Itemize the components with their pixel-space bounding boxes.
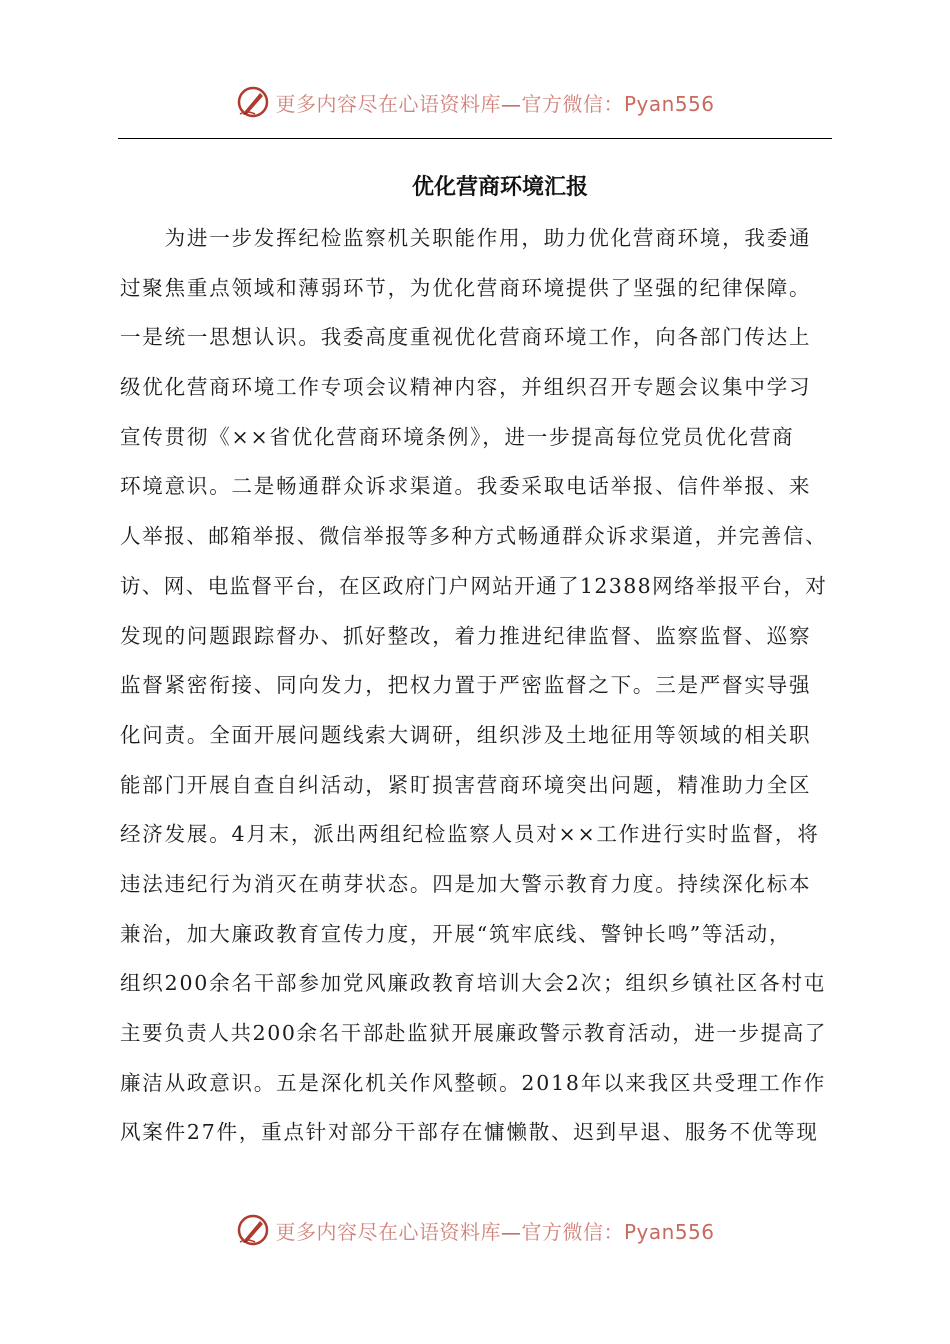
body-line: 兼治，加大廉政教育宣传力度，开展“筑牢底线、警钟长鸣”等活动， — [120, 921, 792, 946]
header-divider — [118, 138, 832, 139]
body-line: 环境意识。二是畅通群众诉求渠道。我委采取电话举报、信件举报、来 — [120, 474, 812, 499]
banner-text — [275, 1216, 714, 1245]
footer-banner — [0, 1210, 950, 1250]
banner-main-text: 更多内容尽在心语资料库 — [275, 1219, 501, 1244]
body-line: 违法违纪行为消灭在萌芽状态。四是加大警示教育力度。持续深化标本 — [120, 871, 812, 896]
body-line: 人举报、邮箱举报、微信举报等多种方式畅通群众诉求渠道，并完善信、 — [120, 524, 828, 549]
banner-main-text: 更多内容尽在心语资料库 — [275, 91, 501, 116]
banner-text — [275, 88, 714, 117]
banner-separator: — — [500, 91, 522, 116]
pen-circle-logo-icon — [235, 1212, 271, 1248]
body-line: 为进一步发挥纪检监察机关职能作用，助力优化营商环境，我委通 — [120, 226, 812, 250]
document-body — [120, 222, 832, 1166]
banner-wechat-label: 官方微信： — [521, 1219, 624, 1244]
body-line: 能部门开展自查自纠活动，紧盯损害营商环境突出问题，精准助力全区 — [120, 772, 812, 797]
body-line: 组织200余名干部参加党风廉政教育培训大会2次；组织乡镇社区各村屯 — [120, 971, 827, 996]
body-line: 化问责。全面开展问题线索大调研，组织涉及土地征用等领域的相关职 — [120, 722, 812, 747]
banner-wechat-label: 官方微信： — [521, 91, 624, 116]
banner-separator: — — [500, 1219, 522, 1244]
document-title: 优化营商环境汇报 — [411, 175, 588, 200]
body-line: 主要负责人共200余名干部赴监狱开展廉政警示教育活动，进一步提高了 — [120, 1021, 827, 1045]
body-line: 过聚焦重点领域和薄弱环节，为优化营商环境提供了坚强的纪律保障。 — [120, 275, 812, 300]
body-line: 级优化营商环境工作专项会议精神内容，并组织召开专题会议集中学习 — [120, 375, 812, 400]
body-line: 宣传贯彻《××省优化营商环境条例》，进一步提高每位党员优化营商 — [120, 424, 795, 449]
body-line: 一是统一思想认识。我委高度重视优化营商环境工作，向各部门传达上 — [120, 325, 812, 350]
body-line: 访、网、电监督平台，在区政府门户网站开通了12388网络举报平台，对 — [120, 573, 828, 598]
body-line: 风案件27件，重点针对部分干部存在慵懒散、迟到早退、服务不优等现 — [120, 1120, 819, 1145]
header-banner — [0, 82, 950, 122]
pen-circle-logo-icon — [235, 84, 271, 120]
body-line: 监督紧密衔接、同向发力，把权力置于严密监督之下。三是严督实导强 — [120, 673, 812, 698]
banner-wechat-id: Pyan556 — [623, 91, 715, 116]
banner-wechat-id: Pyan556 — [623, 1219, 715, 1244]
body-line: 发现的问题跟踪督办、抓好整改，着力推进纪律监督、监察监督、巡察 — [120, 623, 812, 648]
body-line: 廉洁从政意识。五是深化机关作风整顿。2018年以来我区共受理工作作 — [120, 1070, 827, 1095]
body-line: 经济发展。4月末，派出两组纪检监察人员对××工作进行实时监督，将 — [120, 822, 820, 847]
